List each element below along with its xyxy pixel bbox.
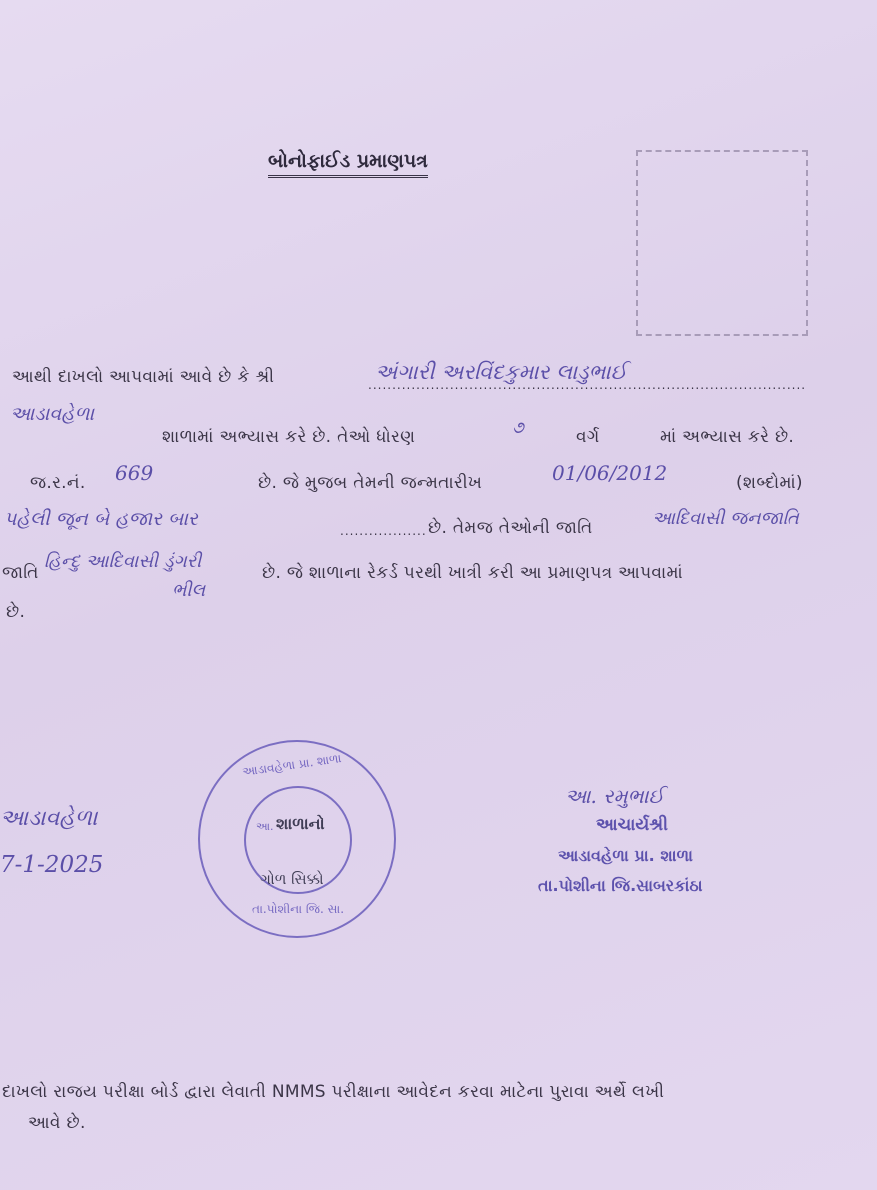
line3-text-a: જ.ર.નં. — [30, 473, 86, 493]
signature-school: આડાવહેળા પ્રા. શાળા — [558, 846, 693, 865]
principal-role: આચાર્યશ્રી — [596, 815, 669, 835]
place-handwritten: આડાવહેળા — [0, 806, 98, 831]
subcaste-below-handwritten: ભીલ — [172, 580, 206, 601]
stamp-center-line1: શાળાનો — [276, 814, 325, 833]
dotted-line: .................. — [340, 524, 427, 538]
photo-placeholder-box — [636, 150, 808, 336]
stamp-center-line2: ગોળ સિક્કો — [260, 870, 324, 888]
line2-text-b: વર્ગ — [576, 427, 600, 447]
date-handwritten: 7-1-2025 — [0, 852, 104, 878]
footer-note-line2: આવે છે. — [28, 1113, 86, 1133]
caste-handwritten: આદિવાસી જનજાતિ — [652, 508, 799, 529]
stamp-top-text: આડાવહેળા પ્રા. શાળા — [241, 751, 343, 779]
footer-note-line1: દાખલો રાજય પરીક્ષા બોર્ડ દ્વારા લેવાતી NMMS પરીક્ષાના આવેદન કરવા માટેના પુરાવા અર્થે લખી — [2, 1082, 665, 1102]
signature-handwritten: આ. રમુભાઈ — [565, 784, 664, 808]
line1-text: આથી દાખલો આપવામાં આવે છે કે શ્રી — [12, 367, 275, 387]
line5-text-a: જાતિ — [2, 563, 39, 583]
birth-date-words-handwritten: પહેલી જૂન બે હજાર બાર — [4, 508, 198, 530]
register-number-handwritten: 669 — [115, 461, 154, 485]
dotted-line: ........................................................................................... — [368, 378, 807, 392]
subcaste-handwritten: હિન્દુ આદિવાસી ડુંગરી — [44, 551, 202, 572]
student-name-handwritten: અંગારી અરવિંદકુમાર લાડુભાઈ — [375, 360, 627, 384]
school-name-handwritten: આડાવહેળા — [10, 403, 95, 425]
line4-text-a: છે. તેમજ તેઓની જાતિ — [428, 518, 593, 538]
document-title: બોનોફાઈડ પ્રમાણપત્ર — [268, 150, 428, 178]
school-round-stamp — [198, 740, 396, 938]
line2-text-c: માં અભ્યાસ કરે છે. — [660, 427, 795, 447]
line3-text-b: છે. જે મુજબ તેમની જન્મતારીખ — [258, 473, 483, 493]
stamp-center-small: આ. — [256, 820, 274, 833]
stamp-bottom-text: તા.પોશીના જિ. સા. — [252, 902, 345, 916]
line6-text: છે. — [6, 602, 26, 622]
line2-text-a: શાળામાં અભ્યાસ કરે છે. તેઓ ધોરણ — [162, 427, 416, 447]
line3-text-c: (શબ્દોમાં) — [736, 473, 803, 493]
birth-date-handwritten: 01/06/2012 — [552, 461, 668, 485]
signature-taluka: તા.પોશીના જિ.સાબરકાંઠા — [538, 876, 703, 895]
line5-text-b: છે. જે શાળાના રેકર્ડ પરથી ખાત્રી કરી આ પ્રમાણપત્ર આપવામાં — [262, 563, 683, 583]
standard-handwritten: ૭ — [512, 418, 524, 438]
